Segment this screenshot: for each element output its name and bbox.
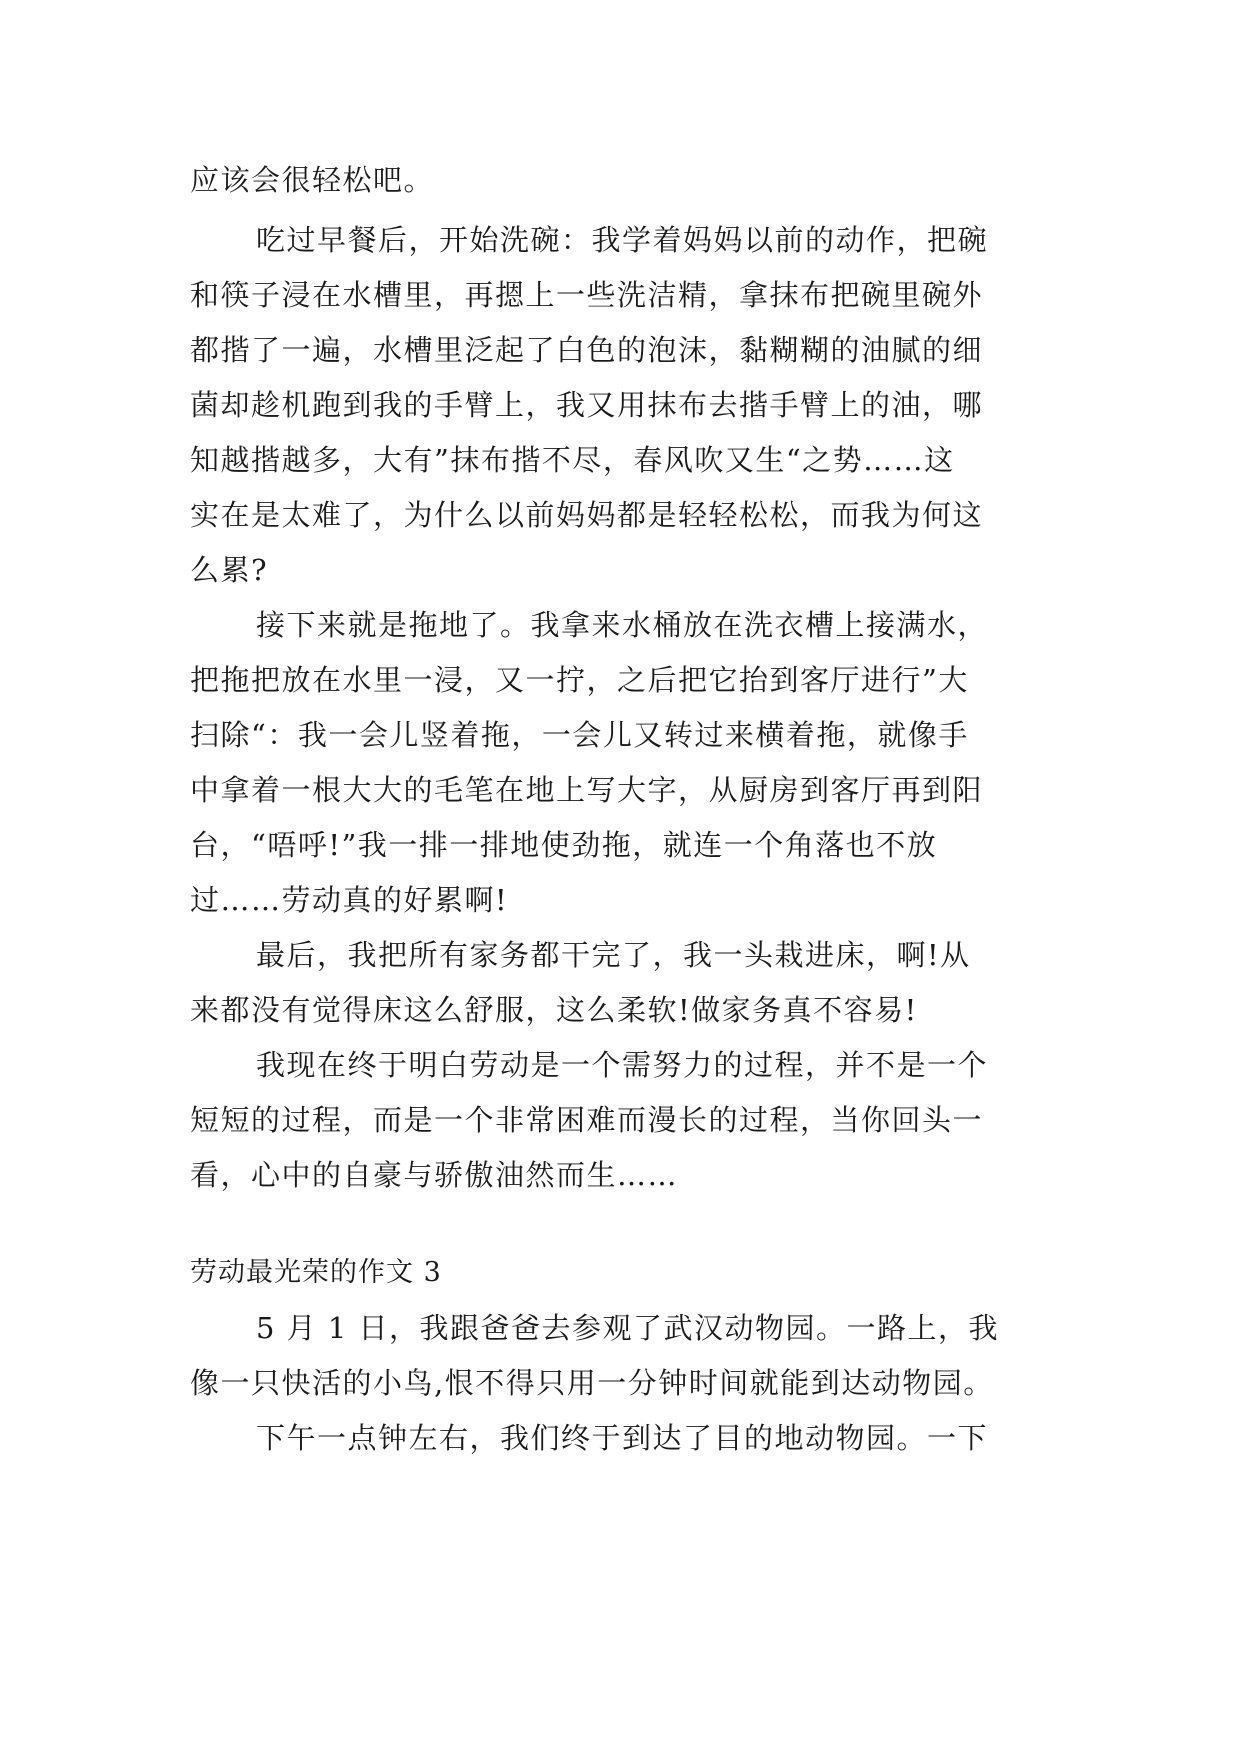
text-line: 么累? bbox=[190, 553, 269, 587]
text-line: 像一只快活的小鸟,恨不得只用一分钟时间就能到达动物园。 bbox=[190, 1366, 994, 1400]
text-line: 过……劳动真的好累啊! bbox=[190, 883, 509, 917]
paragraph-start-line: 吃过早餐后，开始洗碗：我学着妈妈以前的动作，把碗 bbox=[256, 223, 989, 257]
text-line: 实在是太难了，为什么以前妈妈都是轻轻松松，而我为何这 bbox=[190, 498, 984, 532]
text-line: 扫除“：我一会儿竖着拖，一会儿又转过来横着拖，就像手 bbox=[190, 718, 969, 752]
text-line: 短短的过程，而是一个非常困难而漫长的过程，当你回头一 bbox=[190, 1103, 984, 1137]
paragraph-start-line: 下午一点钟左右，我们终于到达了目的地动物园。一下 bbox=[256, 1421, 989, 1455]
text-line: 把拖把放在水里一浸，又一拧，之后把它抬到客厅进行”大 bbox=[190, 663, 969, 697]
text-line: 中拿着一根大大的毛笔在地上写大字，从厨房到客厅再到阳 bbox=[190, 773, 984, 807]
text-line: 都揩了一遍，水槽里泛起了白色的泡沫，黏糊糊的油腻的细 bbox=[190, 333, 984, 367]
text-line: 应该会很轻松吧。 bbox=[190, 163, 435, 197]
text-line: 看，心中的自豪与骄傲油然而生…… bbox=[190, 1158, 679, 1192]
paragraph-start-line: 我现在终于明白劳动是一个需努力的过程，并不是一个 bbox=[256, 1048, 989, 1082]
text-line: 台，“唔呼!”我一排一排地使劲拖，就连一个角落也不放 bbox=[190, 828, 938, 862]
section-heading: 劳动最光荣的作文 3 bbox=[190, 1257, 442, 1288]
paragraph-start-line: 最后，我把所有家务都干完了，我一头栽进床，啊!从 bbox=[256, 938, 971, 972]
paragraph-start-line: 接下来就是拖地了。我拿来水桶放在洗衣槽上接满水， bbox=[256, 608, 989, 642]
text-line: 来都没有觉得床这么舒服，这么柔软!做家务真不容易! bbox=[190, 993, 918, 1027]
paragraph-start-line: 5 月 1 日，我跟爸爸去参观了武汉动物园。一路上，我 bbox=[256, 1311, 1000, 1345]
text-line: 和筷子浸在水槽里，再摁上一些洗洁精，拿抹布把碗里碗外 bbox=[190, 278, 984, 312]
text-line: 知越揩越多，大有”抹布揩不尽，春风吹又生“之势……这 bbox=[190, 443, 955, 477]
text-line: 菌却趁机跑到我的手臂上，我又用抹布去揩手臂上的油，哪 bbox=[190, 388, 984, 422]
